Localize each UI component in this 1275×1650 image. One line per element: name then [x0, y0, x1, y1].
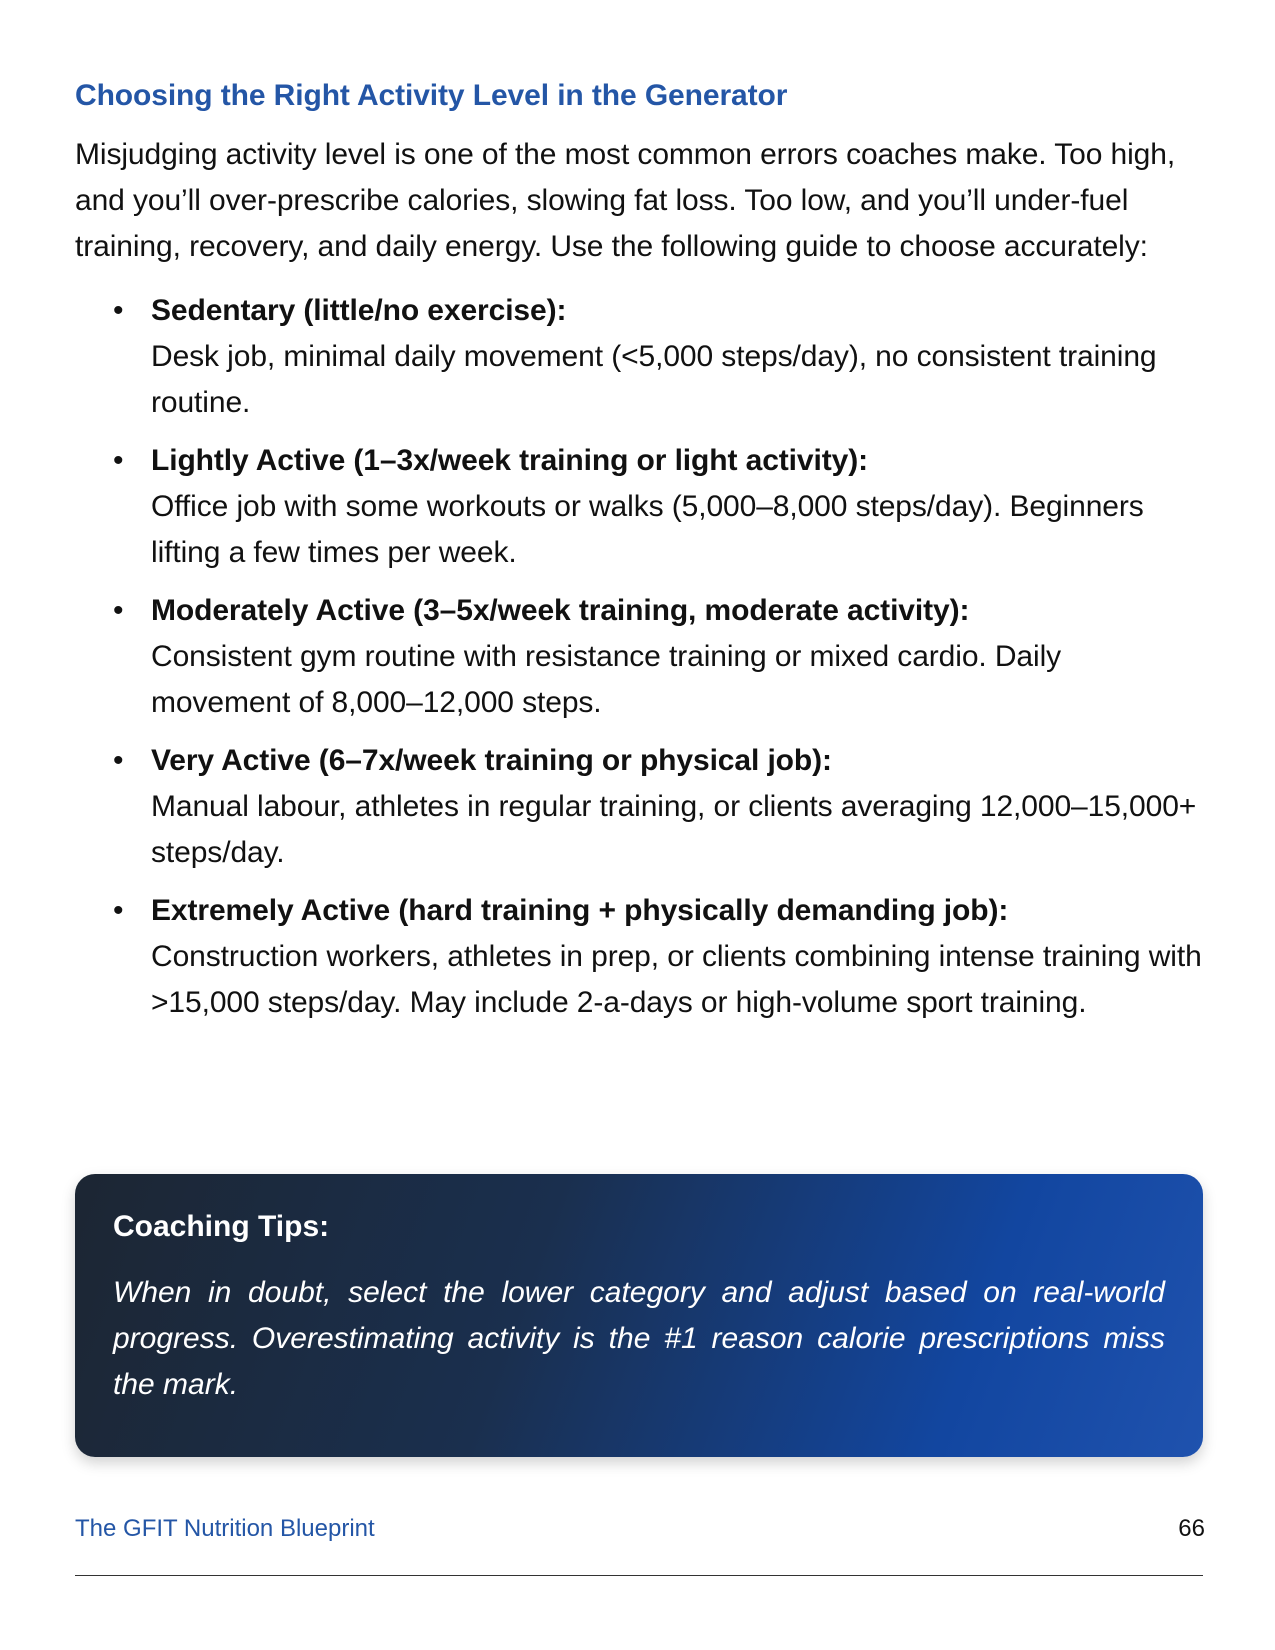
bullet-icon: •: [113, 594, 124, 627]
page-number: 66: [1178, 1515, 1205, 1542]
bullet-icon: •: [113, 894, 124, 927]
level-title: Lightly Active (1–3x/week training or light activity):: [151, 444, 868, 477]
level-title: Extremely Active (hard training + physically demanding job):: [151, 894, 1009, 927]
level-description: Manual labour, athletes in regular training, or clients averaging 12,000–15,000+ steps/day.: [151, 790, 1197, 869]
bullet-icon: •: [113, 444, 124, 477]
list-item-extremely-active: [75, 888, 1205, 1026]
coaching-tips-title: Coaching Tips:: [113, 1210, 330, 1243]
section-title: Choosing the Right Activity Level in the Generator: [75, 79, 788, 112]
footer-divider: [75, 1575, 1203, 1576]
level-description: Office job with some workouts or walks (5,000–8,000 steps/day). Beginners lifting a few times per week.: [151, 490, 1144, 569]
level-title: Moderately Active (3–5x/week training, moderate activity):: [151, 594, 970, 627]
bullet-icon: •: [113, 294, 124, 327]
list-item-lightly-active: [75, 438, 1205, 576]
level-description: Consistent gym routine with resistance training or mixed cardio. Daily movement of 8,000–12,000 steps.: [151, 640, 1062, 719]
intro-paragraph: Misjudging activity level is one of the most common errors coaches make. Too high, and you’ll over-prescribe calories, slowing fat loss. Too low, and you’ll under-fuel training, recovery, and daily energy. Use the following guide to choose accurately:: [75, 138, 1176, 263]
list-item-very-active: [75, 738, 1205, 876]
level-description: Construction workers, athletes in prep, or clients combining intense training with >15,000 steps/day. May include 2-a-days or high-volume sport training.: [151, 940, 1202, 1019]
coaching-tips-body: When in doubt, select the lower category and adjust based on real-world progress. Overestimating activity is the #1 reason calorie prescriptions miss the mark.: [113, 1276, 1165, 1401]
coaching-tips-box: [75, 1174, 1203, 1457]
list-item-moderately-active: [75, 588, 1205, 726]
list-item-sedentary: [75, 288, 1205, 426]
level-description: Desk job, minimal daily movement (<5,000 steps/day), no consistent training routine.: [151, 340, 1157, 419]
level-title: Very Active (6–7x/week training or physical job):: [151, 744, 832, 777]
footer-book-title: The GFIT Nutrition Blueprint: [75, 1515, 375, 1542]
level-title: Sedentary (little/no exercise):: [151, 294, 567, 327]
page-content: [75, 70, 1205, 1038]
bullet-icon: •: [113, 744, 124, 777]
activity-level-list: [75, 288, 1205, 1026]
